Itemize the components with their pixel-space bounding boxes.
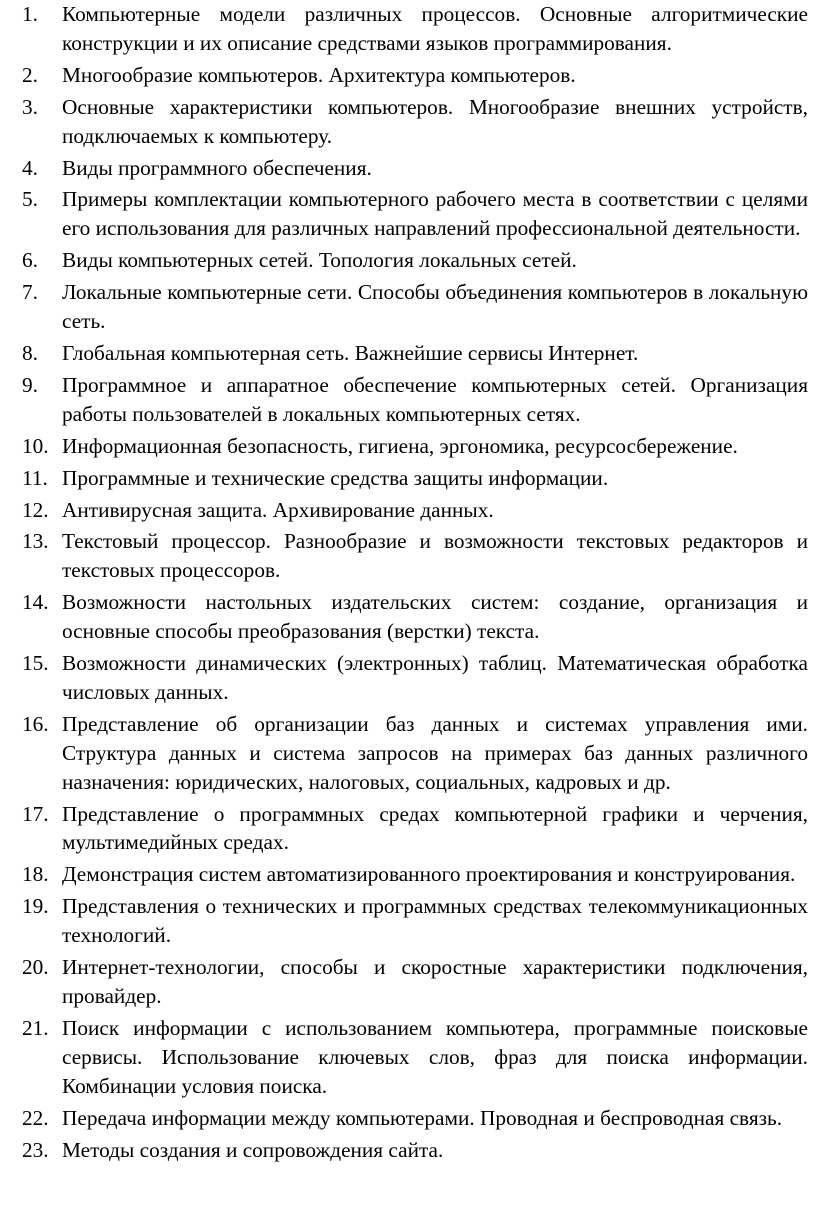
item-text: Основные характеристики компьютеров. Многообразие внешних устройств, подключаемых к компьютеру. — [62, 94, 808, 148]
list-item-23 — [22, 1136, 808, 1165]
item-text: Возможности настольных издательских систем: создание, организация и основные способы преобразования (верстки) текста. — [62, 590, 808, 644]
list-item-5 — [22, 185, 808, 243]
list-item-1 — [22, 0, 808, 58]
item-text: Антивирусная защита. Архивирование данных. — [62, 497, 494, 522]
list-item-2 — [22, 61, 808, 90]
item-text: Глобальная компьютерная сеть. Важнейшие сервисы Интернет. — [62, 340, 639, 365]
list-item-20 — [22, 953, 808, 1011]
list-item-11 — [22, 464, 808, 493]
item-number: 19. — [22, 894, 49, 919]
item-number: 12. — [22, 497, 49, 522]
item-number: 9. — [22, 372, 38, 397]
item-number: 2. — [22, 62, 38, 87]
item-number: 3. — [22, 94, 38, 119]
item-text: Виды программного обеспечения. — [62, 155, 372, 180]
item-text: Многообразие компьютеров. Архитектура компьютеров. — [62, 62, 576, 87]
item-number: 4. — [22, 155, 38, 180]
item-text: Текстовый процессор. Разнообразие и возможности текстовых редакторов и текстовых процессоров. — [62, 529, 808, 583]
item-text: Примеры комплектации компьютерного рабочего места в соответствии с целями его использования для различных направлений профессиональной деятельности. — [62, 187, 808, 241]
item-text: Представление о программных средах компьютерной графики и черчения, мультимедийных средах. — [62, 801, 808, 855]
item-text: Программные и технические средства защиты информации. — [62, 465, 609, 490]
list-item-19 — [22, 892, 808, 950]
item-number: 20. — [22, 955, 49, 980]
item-number: 13. — [22, 529, 49, 554]
item-text: Передача информации между компьютерами. Проводная и беспроводная связь. — [62, 1105, 783, 1130]
item-number: 7. — [22, 280, 38, 305]
item-number: 8. — [22, 340, 38, 365]
item-number: 11. — [22, 465, 48, 490]
list-item-4 — [22, 154, 808, 183]
item-text: Возможности динамических (электронных) таблиц. Математическая обработка числовых данных. — [62, 651, 808, 704]
topic-list — [22, 0, 808, 1164]
list-item-8 — [22, 339, 808, 368]
item-number: 18. — [22, 862, 49, 887]
item-number: 23. — [22, 1137, 49, 1162]
item-text: Представления о технических и программных средствах телекоммуникационных технологий. — [62, 894, 808, 948]
item-text: Методы создания и сопровождения сайта. — [62, 1137, 444, 1162]
item-number: 21. — [22, 1015, 49, 1040]
item-number: 15. — [22, 651, 49, 676]
item-text: Интернет-технологии, способы и скоростные характеристики подключения, провайдер. — [62, 955, 808, 1008]
item-text: Компьютерные модели различных процессов. Основные алгоритмические конструкции и их описание средствами языков программирования. — [62, 2, 808, 55]
item-number: 5. — [22, 187, 38, 212]
item-text: Программное и аппаратное обеспечение компьютерных сетей. Организация работы пользователей в локальных компьютерных сетях. — [62, 372, 808, 426]
item-number: 14. — [22, 590, 49, 615]
item-number: 6. — [22, 248, 38, 273]
list-item-10 — [22, 432, 808, 461]
list-item-7 — [22, 278, 808, 336]
item-text: Виды компьютерных сетей. Топология локальных сетей. — [62, 248, 577, 273]
list-item-6 — [22, 246, 808, 275]
list-item-12 — [22, 496, 808, 525]
item-text: Демонстрация систем автоматизированного проектирования и конструирования. — [62, 862, 796, 887]
list-item-22 — [22, 1104, 808, 1133]
item-number: 17. — [22, 801, 49, 826]
list-item-13 — [22, 527, 808, 585]
list-item-17 — [22, 800, 808, 858]
item-text: Локальные компьютерные сети. Способы объединения компьютеров в локальную сеть. — [62, 280, 808, 334]
list-item-15 — [22, 649, 808, 707]
item-number: 10. — [22, 433, 49, 458]
list-item-9 — [22, 371, 808, 429]
item-number: 22. — [22, 1105, 49, 1130]
item-text: Поиск информации с использованием компьютера, программные поисковые сервисы. Использование ключевых слов, фраз для поиска информации. Комбинации условия поиска. — [62, 1015, 808, 1098]
list-item-14 — [22, 588, 808, 646]
list-item-16 — [22, 710, 808, 797]
item-text: Информационная безопасность, гигиена, эргономика, ресурсосбережение. — [62, 433, 738, 458]
list-item-18 — [22, 860, 808, 889]
list-item-3 — [22, 93, 808, 151]
list-item-21 — [22, 1014, 808, 1101]
item-number: 1. — [22, 2, 38, 26]
item-number: 16. — [22, 711, 49, 736]
item-text: Представление об организации баз данных и системах управления ими. Структура данных и система запросов на примерах баз данных различного назначения: юридических, налоговых, социальных, кадровых и др. — [62, 711, 808, 794]
